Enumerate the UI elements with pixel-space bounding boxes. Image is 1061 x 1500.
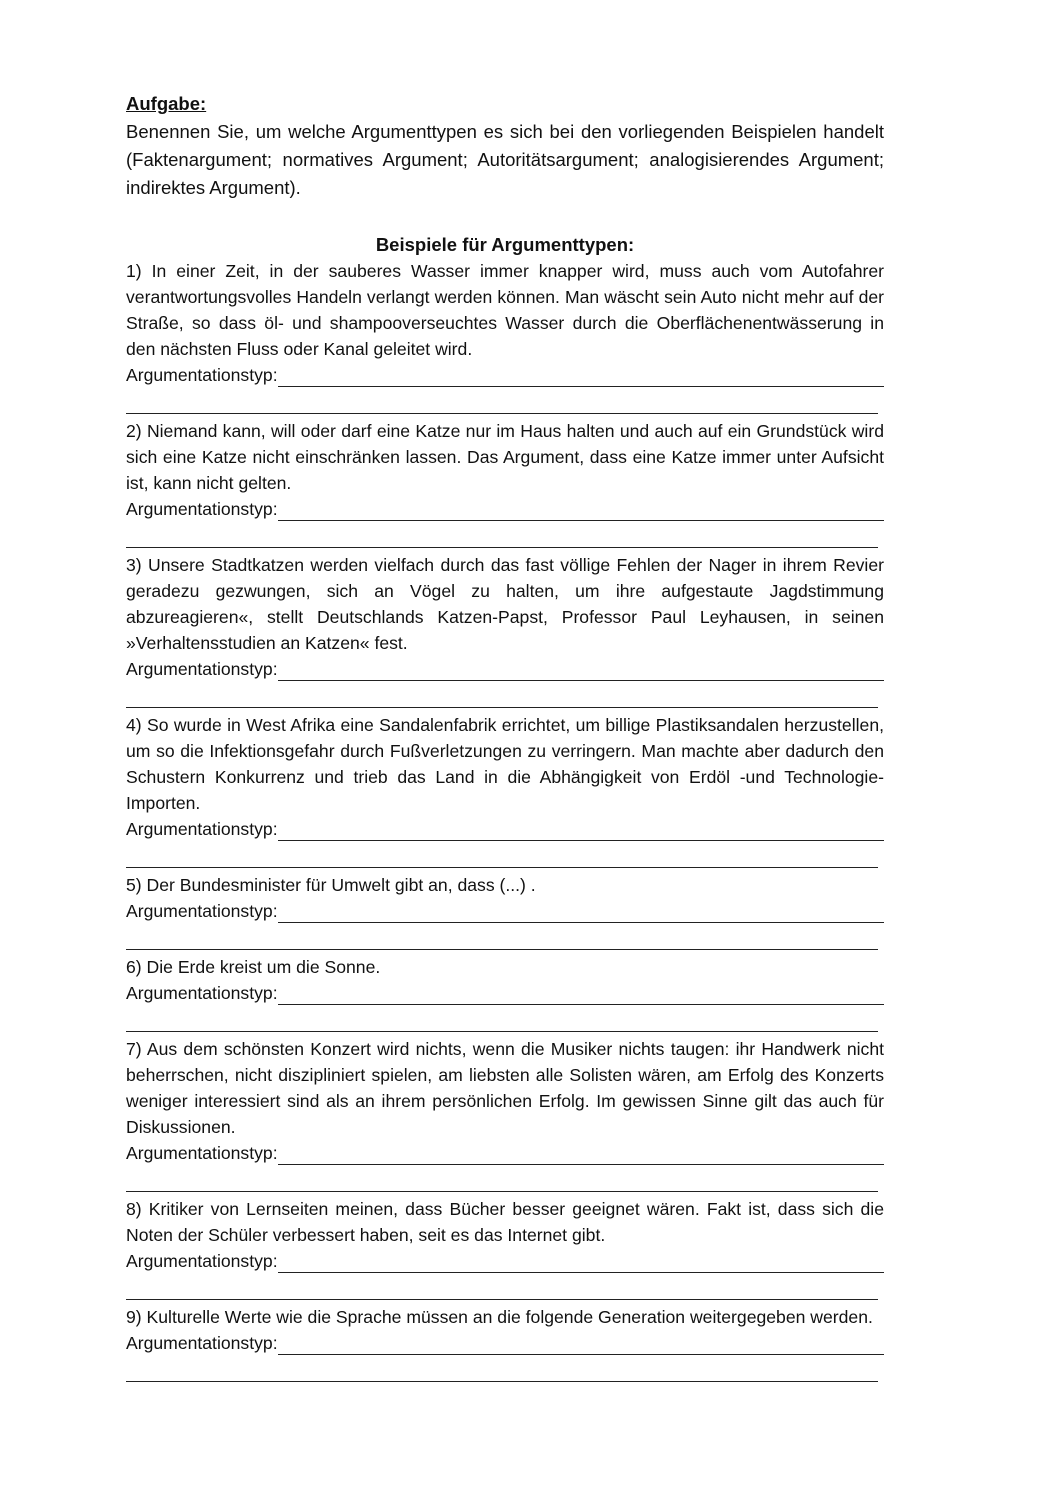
answer-field[interactable] bbox=[278, 661, 884, 681]
answer-field[interactable] bbox=[278, 367, 884, 387]
example-text: 5) Der Bundesminister für Umwelt gibt an, dass (...) . bbox=[126, 875, 536, 895]
answer-row bbox=[126, 656, 884, 682]
example-item bbox=[126, 872, 884, 950]
example-item bbox=[126, 954, 884, 1032]
example-item bbox=[126, 552, 884, 708]
answer-label: Argumentationstyp: bbox=[126, 901, 278, 921]
answer-field[interactable] bbox=[278, 501, 884, 521]
example-item bbox=[126, 418, 884, 548]
answer-field[interactable] bbox=[278, 903, 884, 923]
example-text: 9) Kulturelle Werte wie die Sprache müssen an die folgende Generation weitergegeben werden. bbox=[126, 1307, 873, 1327]
answer-row bbox=[126, 362, 884, 388]
answer-field[interactable] bbox=[278, 985, 884, 1005]
answer-label: Argumentationstyp: bbox=[126, 659, 278, 679]
answer-row bbox=[126, 1330, 884, 1356]
answer-label: Argumentationstyp: bbox=[126, 365, 278, 385]
worksheet-page bbox=[126, 90, 884, 1386]
example-text: 7) Aus dem schönsten Konzert wird nichts, wenn die Musiker nichts taugen: ihr Handwerk nicht beherrschen, nicht diszipliniert spielen, am liebsten alle Solisten wären, am Erfolg des Konzerts weniger interessiert sind als an ihrem persönlichen Erfolg. Im gewissen Sinne gilt das auch für Diskussionen. bbox=[126, 1039, 884, 1137]
example-item bbox=[126, 1304, 884, 1382]
answer-field[interactable] bbox=[278, 821, 884, 841]
answer-label: Argumentationstyp: bbox=[126, 819, 278, 839]
example-item bbox=[126, 258, 884, 414]
answer-label: Argumentationstyp: bbox=[126, 1333, 278, 1353]
task-instructions: Benennen Sie, um welche Argumenttypen es sich bei den vorliegenden Beispielen handelt (Faktenargument; normatives Argument; Autoritätsargument; analogisierendes Argument; indirektes Argument). bbox=[126, 121, 884, 198]
examples-title: Beispiele für Argumenttypen: bbox=[375, 234, 635, 255]
example-text: 8) Kritiker von Lernseiten meinen, dass Bücher besser geeignet wären. Fakt ist, dass sich die Noten der Schüler verbessert haben, seit es das Internet gibt. bbox=[126, 1199, 884, 1245]
answer-field[interactable] bbox=[278, 1335, 884, 1355]
answer-row bbox=[126, 816, 884, 842]
example-item bbox=[126, 712, 884, 868]
answer-field-continuation[interactable] bbox=[126, 1006, 878, 1032]
example-text: 4) So wurde in West Afrika eine Sandalenfabrik errichtet, um billige Plastiksandalen herzustellen, um so die Infektionsgefahr durch Fußverletzungen zu verringern. Man machte aber dadurch den Schustern Konkurrenz und trieb das Land in die Abhängigkeit von Erdöl -und Technologie-Importen. bbox=[126, 715, 884, 813]
task-heading: Aufgabe: bbox=[126, 93, 207, 114]
answer-field[interactable] bbox=[278, 1253, 884, 1273]
example-text: 6) Die Erde kreist um die Sonne. bbox=[126, 957, 381, 977]
answer-label: Argumentationstyp: bbox=[126, 983, 278, 1003]
answer-row bbox=[126, 1248, 884, 1274]
answer-label: Argumentationstyp: bbox=[126, 499, 278, 519]
answer-field-continuation[interactable] bbox=[126, 682, 878, 708]
answer-field-continuation[interactable] bbox=[126, 842, 878, 868]
example-item bbox=[126, 1196, 884, 1300]
example-text: 2) Niemand kann, will oder darf eine Katze nur im Haus halten und auch auf ein Grundstück wird sich eine Katze nicht einschränken lassen. Das Argument, dass eine Katze immer unter Aufsicht ist, kann nicht gelten. bbox=[126, 421, 884, 493]
answer-row bbox=[126, 980, 884, 1006]
answer-field-continuation[interactable] bbox=[126, 522, 878, 548]
answer-row bbox=[126, 898, 884, 924]
answer-label: Argumentationstyp: bbox=[126, 1251, 278, 1271]
answer-field[interactable] bbox=[278, 1145, 884, 1165]
answer-field-continuation[interactable] bbox=[126, 1274, 878, 1300]
answer-row bbox=[126, 1140, 884, 1166]
answer-field-continuation[interactable] bbox=[126, 1356, 878, 1382]
examples-list bbox=[126, 258, 884, 1382]
answer-label: Argumentationstyp: bbox=[126, 1143, 278, 1163]
example-item bbox=[126, 1036, 884, 1192]
example-text: 1) In einer Zeit, in der sauberes Wasser immer knapper wird, muss auch vom Autofahrer verantwortungsvolles Handeln verlangt werden können. Man wäscht sein Auto nicht mehr auf der Straße, so dass öl- und shampooverseuchtes Wasser durch die Oberflächenentwässerung in den nächsten Fluss oder Kanal geleitet wird. bbox=[126, 261, 884, 359]
answer-row bbox=[126, 496, 884, 522]
answer-field-continuation[interactable] bbox=[126, 388, 878, 414]
example-text: 3) Unsere Stadtkatzen werden vielfach durch das fast völlige Fehlen der Nager in ihrem Revier geradezu gezwungen, sich an Vögel zu halten, um ihre aufgestaute Jagdstimmung abzureagieren«, stellt Deutschlands Katzen-Papst, Professor Paul Leyhausen, in seinen »Verhaltensstudien an Katzen« fest. bbox=[126, 555, 884, 653]
answer-field-continuation[interactable] bbox=[126, 924, 878, 950]
answer-field-continuation[interactable] bbox=[126, 1166, 878, 1192]
